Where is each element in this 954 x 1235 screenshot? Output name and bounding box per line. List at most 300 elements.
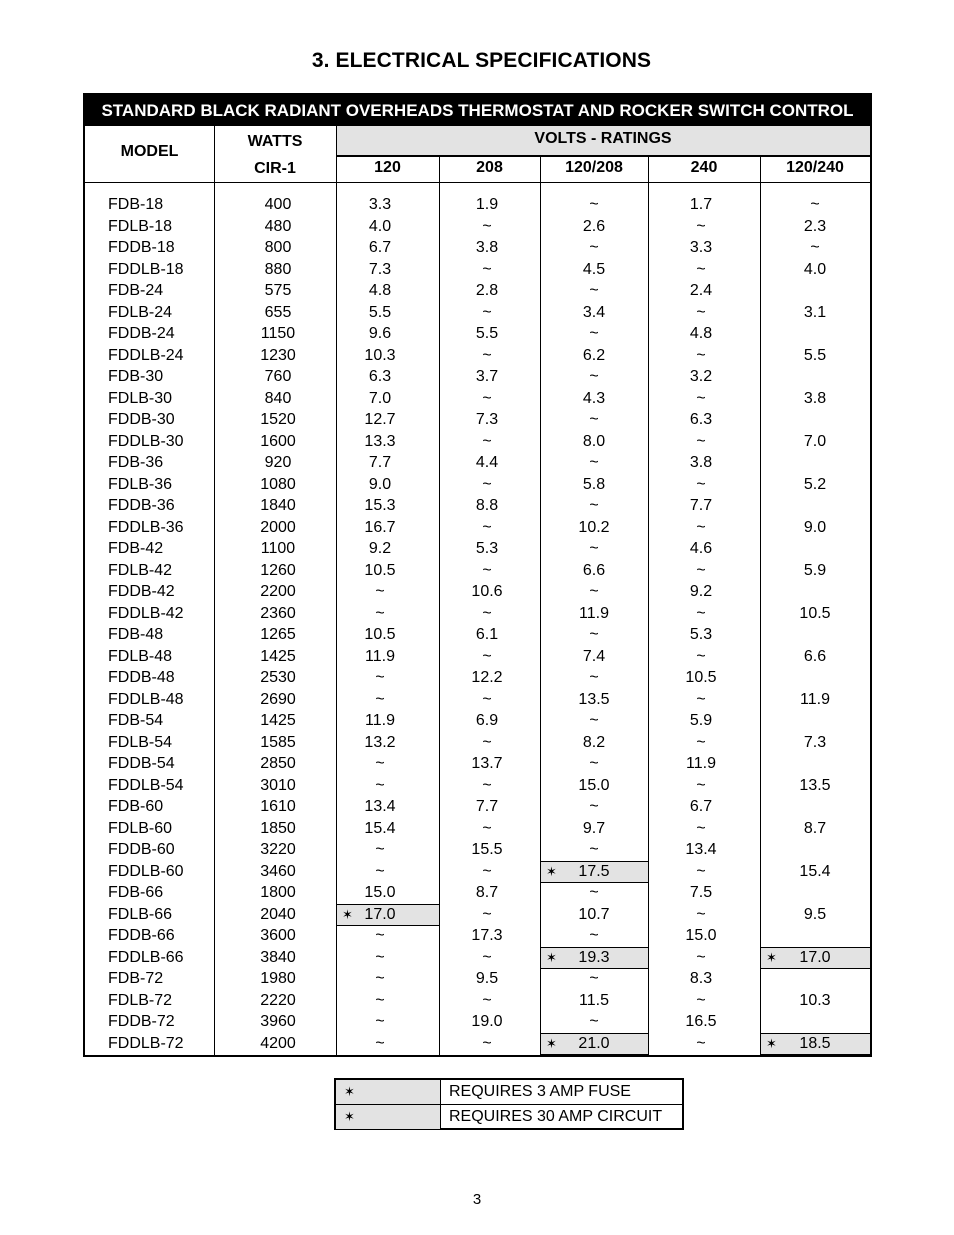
cell-v240: 3.3 bbox=[689, 239, 713, 256]
cell-model: FDB-60 bbox=[108, 798, 164, 815]
header-volts-240: 240 bbox=[690, 159, 718, 176]
cell-v208: ~ bbox=[482, 217, 492, 235]
cell-v120-208: 15.0 bbox=[578, 776, 610, 794]
cell-v120-208: 10.7 bbox=[578, 905, 610, 923]
cell-v208: ~ bbox=[482, 690, 492, 708]
cell-v120-240 bbox=[765, 495, 865, 517]
cell-v120: 4.0 bbox=[368, 217, 392, 235]
cell-v120-240: ~ bbox=[810, 196, 820, 213]
cell-watts: 840 bbox=[264, 389, 292, 407]
cell-watts: 575 bbox=[264, 282, 292, 299]
cell-watts: 400 bbox=[264, 196, 292, 213]
cell-watts: 2200 bbox=[260, 583, 296, 600]
star-icon: ✶ bbox=[336, 1080, 440, 1104]
cell-watts: 1425 bbox=[260, 647, 296, 665]
cell-v120: ~ bbox=[375, 1034, 385, 1052]
cell-model: FDDB-24 bbox=[108, 325, 175, 342]
cell-v120-240: 4.0 bbox=[803, 260, 827, 278]
cell-watts: 1100 bbox=[260, 540, 296, 557]
page-title: 3. ELECTRICAL SPECIFICATIONS bbox=[311, 49, 652, 72]
cell-v120-208: 8.2 bbox=[582, 733, 606, 751]
cell-v120: 13.2 bbox=[364, 733, 396, 751]
cell-model: FDB-48 bbox=[108, 626, 164, 643]
cell-model: FDLB-42 bbox=[108, 561, 173, 579]
cell-v120-240 bbox=[765, 366, 865, 388]
cell-v120: 10.5 bbox=[364, 626, 396, 643]
cell-v120-240: 3.1 bbox=[803, 303, 827, 321]
cell-watts: 3220 bbox=[260, 841, 296, 858]
cell-v120: 11.9 bbox=[365, 647, 395, 665]
cell-v120-240: 17.0 bbox=[799, 948, 831, 966]
cell-v120-240: 13.5 bbox=[799, 776, 831, 794]
cell-v240: 9.2 bbox=[689, 583, 713, 600]
cell-watts: 800 bbox=[264, 239, 292, 256]
cell-v120-240: 8.7 bbox=[803, 819, 827, 837]
cell-v120-240: 6.6 bbox=[803, 647, 827, 665]
cell-model: FDDLB-42 bbox=[108, 604, 184, 622]
cell-v120-240 bbox=[765, 452, 865, 474]
cell-v120-208: 3.4 bbox=[582, 303, 606, 321]
cell-model: FDLB-18 bbox=[108, 217, 173, 235]
star-icon: ✶ bbox=[546, 949, 557, 965]
cell-watts: 1980 bbox=[260, 970, 296, 987]
cell-v240: ~ bbox=[696, 604, 706, 622]
cell-v120-240 bbox=[765, 1011, 865, 1033]
cell-v208: ~ bbox=[482, 432, 492, 450]
cell-v208: ~ bbox=[482, 733, 492, 751]
cell-v120-208: 4.3 bbox=[582, 389, 606, 407]
cell-v120-208: ~ bbox=[589, 755, 599, 772]
cell-v120: ~ bbox=[375, 862, 385, 880]
cell-watts: 3600 bbox=[260, 927, 296, 944]
cell-v208: ~ bbox=[482, 948, 492, 966]
cell-model: FDDB-36 bbox=[108, 497, 175, 514]
cell-v120: 6.7 bbox=[368, 239, 392, 256]
cell-watts: 655 bbox=[264, 303, 292, 321]
cell-model: FDLB-72 bbox=[108, 991, 173, 1009]
cell-v208: 5.3 bbox=[475, 540, 499, 557]
cell-v120-208: 8.0 bbox=[582, 432, 606, 450]
cell-model: FDLB-24 bbox=[108, 303, 173, 321]
cell-v240: ~ bbox=[696, 389, 706, 407]
cell-v120-240: ~ bbox=[810, 239, 820, 256]
cell-v240: 3.8 bbox=[689, 454, 713, 471]
cell-v240: 3.2 bbox=[689, 368, 713, 385]
cell-v240: ~ bbox=[696, 819, 706, 837]
cell-watts: 1265 bbox=[260, 626, 296, 643]
header-volts-120-208: 120/208 bbox=[565, 159, 623, 176]
cell-watts: 1850 bbox=[260, 819, 296, 837]
cell-v120-240 bbox=[765, 323, 865, 345]
cell-model: FDDLB-72 bbox=[108, 1034, 184, 1052]
cell-v240: ~ bbox=[696, 432, 706, 450]
cell-v208: ~ bbox=[482, 346, 492, 364]
cell-v240: ~ bbox=[696, 905, 706, 923]
star-icon: ✶ bbox=[766, 1035, 777, 1051]
cell-v240: ~ bbox=[696, 690, 706, 708]
cell-v120-208: 10.2 bbox=[578, 518, 610, 536]
cell-v120-208: ~ bbox=[589, 325, 599, 342]
cell-watts: 1520 bbox=[260, 411, 296, 428]
cell-v240: ~ bbox=[696, 948, 706, 966]
cell-watts: 880 bbox=[264, 260, 292, 278]
cell-v208: 7.7 bbox=[475, 798, 499, 815]
cell-model: FDB-72 bbox=[108, 970, 164, 987]
cell-v240: ~ bbox=[696, 647, 706, 665]
header-watts-sub: CIR-1 bbox=[254, 160, 296, 177]
cell-v208: ~ bbox=[482, 303, 492, 321]
cell-v208: ~ bbox=[482, 561, 492, 579]
cell-v120: 15.4 bbox=[364, 819, 396, 837]
cell-model: FDLB-54 bbox=[108, 733, 173, 751]
cell-v120-208: 2.6 bbox=[582, 217, 606, 235]
cell-v120-208: ~ bbox=[589, 411, 599, 428]
cell-model: FDDB-60 bbox=[108, 841, 175, 858]
cell-v120-208: 9.7 bbox=[582, 819, 606, 837]
cell-v120-208: 11.5 bbox=[579, 991, 609, 1009]
header-volts-208: 208 bbox=[476, 159, 503, 176]
header-volts-120: 120 bbox=[374, 159, 401, 176]
cell-v120-208: ~ bbox=[589, 368, 599, 385]
cell-v120-208: ~ bbox=[589, 196, 599, 213]
cell-v120-240: 7.0 bbox=[803, 432, 827, 450]
cell-v120: 7.3 bbox=[368, 260, 392, 278]
cell-watts: 1600 bbox=[260, 432, 296, 450]
cell-v240: ~ bbox=[696, 991, 706, 1009]
cell-model: FDB-24 bbox=[108, 282, 164, 299]
cell-v120: 16.7 bbox=[364, 518, 396, 536]
star-icon: ✶ bbox=[342, 906, 353, 922]
cell-model: FDB-36 bbox=[108, 454, 164, 471]
cell-v120-240 bbox=[765, 796, 865, 818]
cell-v208: ~ bbox=[482, 260, 492, 278]
cell-v120-240: 9.5 bbox=[803, 905, 827, 923]
cell-v120: 12.7 bbox=[364, 411, 396, 428]
cell-v240: 15.0 bbox=[685, 927, 717, 944]
cell-watts: 1610 bbox=[260, 798, 296, 815]
cell-model: FDB-66 bbox=[108, 884, 164, 901]
cell-watts: 4200 bbox=[260, 1034, 296, 1052]
cell-v240: 13.4 bbox=[685, 841, 717, 858]
cell-v208: 8.8 bbox=[475, 497, 499, 514]
cell-v120: 15.0 bbox=[364, 884, 396, 901]
cell-v120-240: 10.5 bbox=[799, 604, 831, 622]
cell-v120-208: ~ bbox=[589, 454, 599, 471]
cell-v240: 7.5 bbox=[689, 884, 713, 901]
electrical-spec-table bbox=[83, 93, 872, 1057]
cell-model: FDDLB-48 bbox=[108, 690, 184, 708]
cell-v120-240: 5.9 bbox=[803, 561, 827, 579]
cell-v120-240 bbox=[765, 581, 865, 603]
cell-v208: 19.0 bbox=[471, 1013, 503, 1030]
cell-model: FDDB-66 bbox=[108, 927, 175, 944]
cell-v120-208: 11.9 bbox=[579, 604, 609, 622]
cell-v120-240 bbox=[765, 753, 865, 775]
cell-v208: 13.7 bbox=[471, 755, 503, 772]
cell-v240: 1.7 bbox=[689, 196, 713, 213]
cell-v240: 4.8 bbox=[689, 325, 713, 342]
cell-v120-240 bbox=[765, 667, 865, 689]
cell-v120-240 bbox=[765, 409, 865, 431]
cell-model: FDDLB-18 bbox=[108, 260, 184, 278]
cell-v240: ~ bbox=[696, 733, 706, 751]
cell-v240: ~ bbox=[696, 303, 706, 321]
cell-model: FDDB-48 bbox=[108, 669, 175, 686]
cell-v208: 3.8 bbox=[475, 239, 499, 256]
page-number: 3 bbox=[472, 1191, 482, 1208]
cell-watts: 1230 bbox=[260, 346, 296, 364]
cell-v120: ~ bbox=[375, 755, 385, 772]
cell-model: FDDLB-30 bbox=[108, 432, 184, 450]
cell-v120: 6.3 bbox=[368, 368, 392, 385]
cell-v120: ~ bbox=[375, 991, 385, 1009]
cell-watts: 1800 bbox=[260, 884, 296, 901]
cell-v208: 4.4 bbox=[475, 454, 499, 471]
cell-v120: 11.9 bbox=[365, 712, 395, 729]
cell-v120-208: ~ bbox=[589, 669, 599, 686]
cell-model: FDDB-54 bbox=[108, 755, 175, 772]
cell-v240: 11.9 bbox=[686, 755, 716, 772]
cell-watts: 3010 bbox=[260, 776, 296, 794]
cell-model: FDDB-72 bbox=[108, 1013, 175, 1030]
cell-v240: 5.3 bbox=[689, 626, 713, 643]
cell-watts: 480 bbox=[264, 217, 292, 235]
cell-v120-208: ~ bbox=[589, 970, 599, 987]
cell-v120-208: 19.3 bbox=[578, 948, 610, 966]
cell-v120: ~ bbox=[375, 841, 385, 858]
cell-model: FDLB-36 bbox=[108, 475, 173, 493]
cell-model: FDB-54 bbox=[108, 712, 164, 729]
cell-watts: 2690 bbox=[260, 690, 296, 708]
cell-v240: 16.5 bbox=[685, 1013, 717, 1030]
cell-watts: 920 bbox=[264, 454, 292, 471]
cell-v208: 7.3 bbox=[475, 411, 499, 428]
cell-v120-208: ~ bbox=[589, 884, 599, 901]
cell-v120: 4.8 bbox=[368, 282, 392, 299]
header-watts: WATTS bbox=[247, 133, 303, 150]
cell-v120: ~ bbox=[375, 604, 385, 622]
cell-watts: 3840 bbox=[260, 948, 296, 966]
cell-v120: 7.7 bbox=[368, 454, 392, 471]
cell-v120-208: 13.5 bbox=[578, 690, 610, 708]
cell-v208: 10.6 bbox=[471, 583, 503, 600]
cell-v240: 8.3 bbox=[689, 970, 713, 987]
cell-v120-240: 9.0 bbox=[803, 518, 827, 536]
cell-v120: ~ bbox=[375, 583, 385, 600]
cell-v120: 5.5 bbox=[368, 303, 392, 321]
cell-v208: 6.9 bbox=[475, 712, 499, 729]
cell-v120: 13.4 bbox=[364, 798, 396, 815]
cell-v120-240 bbox=[765, 968, 865, 990]
cell-v240: 5.9 bbox=[689, 712, 713, 729]
cell-watts: 2360 bbox=[260, 604, 296, 622]
cell-model: FDDB-42 bbox=[108, 583, 175, 600]
cell-model: FDDLB-36 bbox=[108, 518, 184, 536]
cell-watts: 1840 bbox=[260, 497, 296, 514]
cell-v240: 10.5 bbox=[685, 669, 717, 686]
cell-v208: 15.5 bbox=[471, 841, 503, 858]
cell-v120-208: ~ bbox=[589, 282, 599, 299]
cell-v240: 2.4 bbox=[689, 282, 713, 299]
cell-v208: ~ bbox=[482, 819, 492, 837]
cell-watts: 1585 bbox=[260, 733, 296, 751]
cell-v208: 17.3 bbox=[471, 927, 503, 944]
cell-v120: ~ bbox=[375, 970, 385, 987]
cell-v120-208: 7.4 bbox=[582, 647, 606, 665]
cell-v120-240 bbox=[765, 882, 865, 904]
cell-v120: ~ bbox=[375, 1013, 385, 1030]
legend-text-circuit: REQUIRES 30 AMP CIRCUIT bbox=[449, 1108, 663, 1125]
star-icon: ✶ bbox=[546, 863, 557, 879]
cell-v240: 7.7 bbox=[689, 497, 713, 514]
cell-v120: 10.3 bbox=[364, 346, 396, 364]
cell-v120-208: ~ bbox=[589, 239, 599, 256]
legend-text-fuse: REQUIRES 3 AMP FUSE bbox=[449, 1083, 631, 1100]
cell-v120-208: ~ bbox=[589, 712, 599, 729]
cell-v120-240: 10.3 bbox=[799, 991, 831, 1009]
cell-watts: 2220 bbox=[260, 991, 296, 1009]
cell-v240: 4.6 bbox=[689, 540, 713, 557]
cell-v120-240 bbox=[765, 538, 865, 560]
cell-model: FDLB-48 bbox=[108, 647, 173, 665]
star-icon: ✶ bbox=[766, 949, 777, 965]
star-icon: ✶ bbox=[336, 1105, 440, 1129]
cell-v240: 6.7 bbox=[689, 798, 713, 815]
cell-v120-240: 18.5 bbox=[799, 1034, 831, 1052]
cell-v120-208: 21.0 bbox=[578, 1034, 610, 1052]
cell-model: FDLB-60 bbox=[108, 819, 173, 837]
cell-v120: ~ bbox=[375, 690, 385, 708]
header-volts-120-240: 120/240 bbox=[786, 159, 844, 176]
cell-v120-240: 5.5 bbox=[803, 346, 827, 364]
cell-v120: 17.0 bbox=[364, 905, 396, 923]
cell-watts: 760 bbox=[264, 368, 292, 385]
cell-watts: 3460 bbox=[260, 862, 296, 880]
cell-v120: 9.2 bbox=[368, 540, 392, 557]
cell-v240: ~ bbox=[696, 518, 706, 536]
cell-model: FDB-18 bbox=[108, 196, 164, 213]
cell-v120-240 bbox=[765, 280, 865, 302]
cell-v120: 10.5 bbox=[364, 561, 396, 579]
cell-v120-240: 2.3 bbox=[803, 217, 827, 235]
header-volts-ratings: VOLTS - RATINGS bbox=[534, 130, 672, 147]
cell-v240: ~ bbox=[696, 260, 706, 278]
cell-v208: ~ bbox=[482, 604, 492, 622]
cell-v208: ~ bbox=[482, 862, 492, 880]
cell-v120: 13.3 bbox=[364, 432, 396, 450]
cell-v120-208: ~ bbox=[589, 626, 599, 643]
cell-v120-208: ~ bbox=[589, 927, 599, 944]
cell-v240: ~ bbox=[696, 346, 706, 364]
cell-v208: 12.2 bbox=[471, 669, 503, 686]
cell-watts: 1425 bbox=[260, 712, 296, 729]
cell-v120-240 bbox=[765, 624, 865, 646]
cell-v120-240: 3.8 bbox=[803, 389, 827, 407]
table-banner: STANDARD BLACK RADIANT OVERHEADS THERMOSTAT AND ROCKER SWITCH CONTROL bbox=[85, 95, 870, 126]
cell-v120-240: 15.4 bbox=[799, 862, 831, 880]
cell-watts: 2530 bbox=[260, 669, 296, 686]
cell-v208: 8.7 bbox=[475, 884, 499, 901]
cell-v120-208: 5.8 bbox=[582, 475, 606, 493]
cell-v120: 7.0 bbox=[368, 389, 392, 407]
cell-v208: 1.9 bbox=[475, 196, 499, 213]
cell-model: FDDLB-54 bbox=[108, 776, 184, 794]
cell-v120-208: ~ bbox=[589, 1013, 599, 1030]
cell-v240: ~ bbox=[696, 1034, 706, 1052]
cell-model: FDDLB-60 bbox=[108, 862, 184, 880]
cell-watts: 2000 bbox=[260, 518, 296, 536]
cell-v240: ~ bbox=[696, 776, 706, 794]
cell-v120-208: ~ bbox=[589, 841, 599, 858]
cell-v120: 9.0 bbox=[368, 475, 392, 493]
cell-v120-208: 4.5 bbox=[582, 260, 606, 278]
cell-v120: 3.3 bbox=[368, 196, 392, 213]
cell-v120-240: 7.3 bbox=[803, 733, 827, 751]
cell-v120-240 bbox=[765, 925, 865, 947]
cell-v240: ~ bbox=[696, 217, 706, 235]
cell-watts: 1260 bbox=[260, 561, 296, 579]
cell-v120-208: 17.5 bbox=[578, 862, 610, 880]
cell-watts: 2850 bbox=[260, 755, 296, 772]
legend bbox=[334, 1078, 684, 1130]
cell-v208: ~ bbox=[482, 389, 492, 407]
cell-watts: 3960 bbox=[260, 1013, 296, 1030]
cell-v208: 2.8 bbox=[475, 282, 499, 299]
cell-v120-240 bbox=[765, 710, 865, 732]
cell-v240: 6.3 bbox=[689, 411, 713, 428]
cell-v208: 3.7 bbox=[475, 368, 499, 385]
cell-model: FDDLB-24 bbox=[108, 346, 184, 364]
cell-watts: 1150 bbox=[260, 325, 296, 342]
cell-v120: ~ bbox=[375, 927, 385, 944]
cell-v120-240: 5.2 bbox=[803, 475, 827, 493]
cell-watts: 2040 bbox=[260, 905, 296, 923]
header-model: MODEL bbox=[120, 143, 179, 160]
cell-v120: ~ bbox=[375, 776, 385, 794]
star-icon: ✶ bbox=[546, 1035, 557, 1051]
cell-v208: ~ bbox=[482, 647, 492, 665]
cell-v120-208: ~ bbox=[589, 583, 599, 600]
cell-v120: 9.6 bbox=[368, 325, 392, 342]
cell-v208: ~ bbox=[482, 1034, 492, 1052]
cell-v120-208: ~ bbox=[589, 497, 599, 514]
cell-v120-208: 6.2 bbox=[582, 346, 606, 364]
cell-model: FDDB-30 bbox=[108, 411, 175, 428]
cell-v120-208: ~ bbox=[589, 540, 599, 557]
cell-v240: ~ bbox=[696, 475, 706, 493]
legend-row-circuit bbox=[336, 1104, 682, 1129]
cell-model: FDB-42 bbox=[108, 540, 164, 557]
cell-v208: 9.5 bbox=[475, 970, 499, 987]
cell-v208: ~ bbox=[482, 991, 492, 1009]
cell-model: FDLB-66 bbox=[108, 905, 173, 923]
cell-v120-240 bbox=[765, 839, 865, 861]
cell-v208: ~ bbox=[482, 475, 492, 493]
cell-v240: ~ bbox=[696, 561, 706, 579]
legend-row-fuse bbox=[336, 1080, 682, 1104]
cell-v120-208: ~ bbox=[589, 798, 599, 815]
cell-model: FDLB-30 bbox=[108, 389, 173, 407]
cell-v240: ~ bbox=[696, 862, 706, 880]
cell-v208: ~ bbox=[482, 905, 492, 923]
cell-watts: 1080 bbox=[260, 475, 296, 493]
cell-model: FDDLB-66 bbox=[108, 948, 184, 966]
cell-v120: ~ bbox=[375, 669, 385, 686]
cell-v208: ~ bbox=[482, 518, 492, 536]
cell-v208: ~ bbox=[482, 776, 492, 794]
cell-v120: 15.3 bbox=[364, 497, 396, 514]
cell-v120-240: 11.9 bbox=[800, 690, 830, 708]
